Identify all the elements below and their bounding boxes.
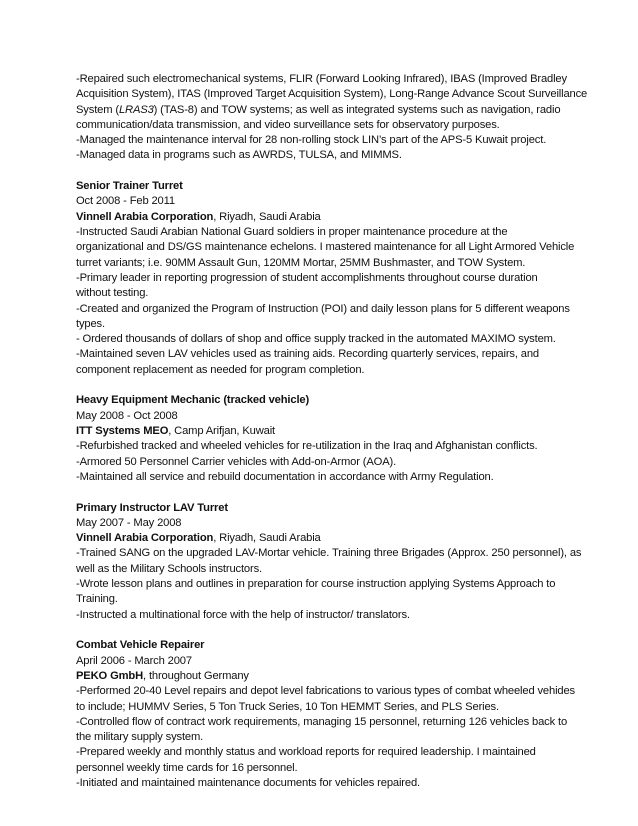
- job-description-line: -Created and organized the Program of Instruction (POI) and daily lesson plans for 5 different weapons: [76, 302, 570, 315]
- job-description-line: -Instructed Saudi Arabian National Guard soldiers in proper maintenance procedure at the: [76, 226, 508, 239]
- job-employer: [76, 210, 578, 225]
- job-description-line: -Maintained seven LAV vehicles used as training aids. Recording quarterly services, repairs, and: [76, 348, 539, 361]
- intro-line: communication/data transmission, and video surveillance sets for observatory purposes.: [76, 118, 500, 131]
- job-employer: [76, 424, 578, 439]
- job-title: Senior Trainer Turret: [76, 180, 183, 193]
- job-description-line: personnel weekly time cards for 16 personnel.: [76, 761, 298, 774]
- job-description-line: -Initiated and maintained maintenance documents for vehicles repaired.: [76, 777, 420, 790]
- intro-line: -Repaired such electromechanical systems, FLIR (Forward Looking Infrared), IBAS (Improved Bradley: [76, 73, 567, 85]
- job-description-line: types.: [76, 317, 105, 330]
- intro-line: -Managed the maintenance interval for 28 non-rolling stock LIN’s part of the APS-5 Kuwait project.: [76, 134, 547, 147]
- job-description-line: -Primary leader in reporting progression of student accomplishments throughout course duration: [76, 271, 538, 284]
- job-description-line: -Performed 20-40 Level repairs and depot level fabrications to various types of combat wheeled vehides: [76, 685, 575, 698]
- job-entry: [76, 485, 582, 623]
- intro-line: -Managed data in programs such as AWRDS, TULSA, and MIMMS.: [76, 149, 402, 162]
- job-description-line: organizational and DS/GS maintenance echelons. I mastered maintenance for all Light Armored Vehicle: [76, 241, 575, 254]
- job-description-line: component replacement as needed for program completion.: [76, 363, 365, 376]
- job-entry: [76, 378, 578, 485]
- job-entry: [76, 164, 578, 378]
- company-name: ITT Systems MEO: [76, 425, 169, 438]
- intro-section: [76, 72, 588, 164]
- jobs-list: [76, 164, 582, 792]
- company-name: Vinnell Arabia Corporation: [76, 532, 214, 545]
- job-description-line: -Wrote lesson plans and outlines in preparation for course instruction applying Systems Approach to: [76, 578, 556, 591]
- job-description-line: - Ordered thousands of dollars of shop and office supply tracked in the automated MAXIMO system.: [76, 333, 556, 346]
- job-description-line: -Controlled flow of contract work requirements, managing 15 personnel, returning 126 vehicles back to: [76, 715, 568, 728]
- job-description-line: -Prepared weekly and monthly status and workload reports for required leadership. I maintained: [76, 746, 536, 759]
- job-entry: [76, 623, 578, 791]
- job-description-line: well as the Military Schools instructors.: [76, 562, 262, 575]
- company-location: , Camp Arifjan, Kuwait: [168, 425, 276, 438]
- job-description-line: -Maintained all service and rebuild documentation in accordance with Army Regulation.: [76, 470, 494, 483]
- job-employer: [76, 669, 578, 684]
- intro-line: System (LRAS3) (TAS-8) and TOW systems; as well as integrated systems such as navigation, radio: [76, 103, 561, 116]
- job-dates: May 2007 - May 2008: [76, 516, 182, 529]
- company-name: Vinnell Arabia Corporation: [76, 210, 214, 223]
- job-employer: [76, 531, 578, 546]
- lras3-italic: LRAS3: [118, 103, 154, 116]
- job-description-line: Training.: [76, 593, 118, 606]
- job-title: Primary Instructor LAV Turret: [76, 501, 228, 514]
- job-description-line: -Instructed a multinational force with the help of instructor/ translators.: [76, 608, 410, 621]
- job-dates: Oct 2008 - Feb 2011: [76, 195, 175, 208]
- company-location: , Riyadh, Saudi Arabia: [213, 210, 321, 223]
- job-description-line: without testing.: [76, 287, 149, 300]
- job-description-line: -Trained SANG on the upgraded LAV-Mortar vehicle. Training three Brigades (Approx. 250 personnel), as: [76, 547, 582, 560]
- company-location: , Riyadh, Saudi Arabia: [213, 532, 321, 545]
- company-name: PEKO GmbH: [76, 669, 144, 682]
- intro-line: Acquisition System), ITAS (Improved Target Acquisition System), Long-Range Advance Scout Surveillance: [76, 88, 588, 101]
- job-dates: April 2006 - March 2007: [76, 654, 192, 667]
- job-description-line: -Refurbished tracked and wheeled vehicles for re-utilization in the Iraq and Afghanistan conflicts.: [76, 440, 538, 453]
- job-dates: May 2008 - Oct 2008: [76, 409, 178, 422]
- company-location: , throughout Germany: [143, 669, 249, 682]
- job-description-line: the military supply system.: [76, 731, 204, 744]
- job-description-line: to include; HUMMV Series, 5 Ton Truck Series, 10 Ton HEMMT Series, and PLS Series.: [76, 700, 499, 713]
- job-description-line: turret variants; i.e. 90MM Assault Gun, 120MM Mortar, 25MM Bushmaster, and TOW System.: [76, 256, 526, 269]
- job-title: Combat Vehicle Repairer: [76, 639, 205, 652]
- job-title: Heavy Equipment Mechanic (tracked vehicle): [76, 394, 310, 407]
- job-description-line: -Armored 50 Personnel Carrier vehicles with Add-on-Armor (AOA).: [76, 455, 397, 468]
